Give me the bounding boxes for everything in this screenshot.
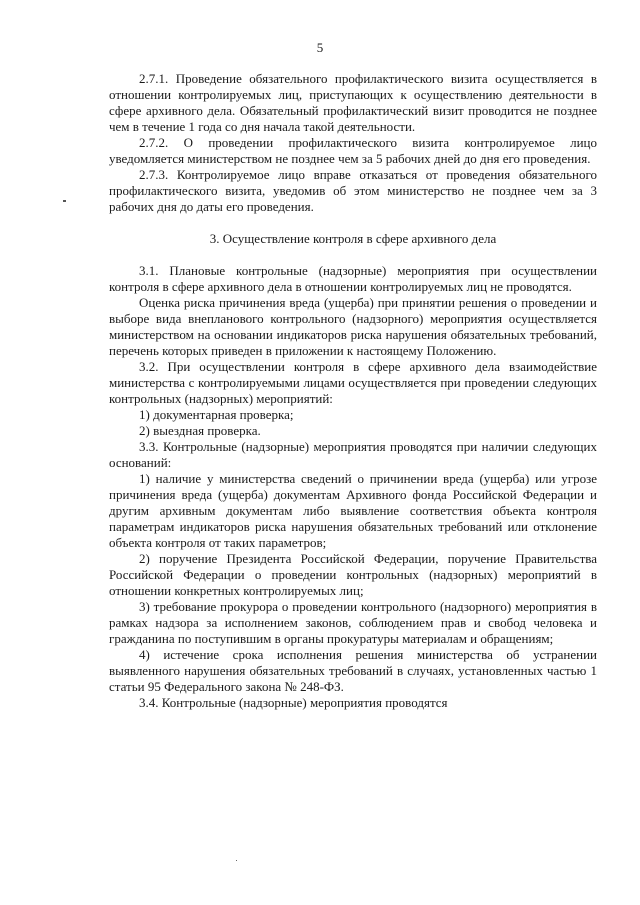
paragraph-3-1: 3.1. Плановые контрольные (надзорные) мероприятия при осуществлении контроля в сфере архивного дела в отношении контролируемых лиц не проводятся. [109,263,597,294]
document-body [109,71,597,711]
paragraph-3-3: 3.3. Контрольные (надзорные) мероприятия проводятся при наличии следующих оснований: [109,439,597,470]
list-item-ground-3: 3) требование прокурора о проведении контрольного (надзорного) мероприятия в рамках надзора за исполнением законов, соблюдением прав и свобод человека и гражданина по поступившим в органы прокуратуры материалам и обращениям; [109,599,597,646]
section-heading: 3. Осуществление контроля в сфере архивного дела [209,231,497,246]
scan-speck [236,860,237,861]
list-item-ground-1: 1) наличие у министерства сведений о причинении вреда (ущерба) или угрозе причинения вреда (ущерба) документам Архивного фонда Российской Федерации и другим архивным документам либо выявление соответствия объекта контроля параметрам индикаторов риска нарушения обязательных требований или отклонение объекта контроля от таких параметров; [109,471,597,550]
list-item-ground-4: 4) истечение срока исполнения решения министерства об устранении выявленного нарушения обязательных требований в случаях, установленных частью 1 статьи 95 Федерального закона № 248-ФЗ. [109,647,597,694]
paragraph-3-2: 3.2. При осуществлении контроля в сфере архивного дела взаимодействие министерства с контролируемыми лицами осуществляется при проведении следующих контрольных (надзорных) мероприятий: [109,359,597,406]
paragraph-3-4: 3.4. Контрольные (надзорные) мероприятия проводятся [139,695,448,710]
paragraph-2-7-2: 2.7.2. О проведении профилактического визита контролируемое лицо уведомляется министерством не позднее чем за 5 рабочих дней до дня его проведения. [109,135,597,166]
list-item-documentary-check: 1) документарная проверка; [139,407,294,422]
paragraph-3-1-risk: Оценка риска причинения вреда (ущерба) при принятии решения о проведении и выборе вида внепланового контрольного (надзорного) мероприятия осуществляется министерством на основании индикаторов риска нарушения обязательных требований, перечень которых приведен в приложении к настоящему Положению. [109,295,597,358]
list-item-onsite-check: 2) выездная проверка. [139,423,261,438]
margin-mark [63,200,66,202]
list-item-ground-2: 2) поручение Президента Российской Федерации, поручение Правительства Российской Федерации о проведении контрольных (надзорных) мероприятий в отношении конкретных контролируемых лиц; [109,551,597,598]
paragraph-2-7-3: 2.7.3. Контролируемое лицо вправе отказаться от проведения обязательного профилактического визита, уведомив об этом министерство не позднее чем за 3 рабочих дня до даты его проведения. [109,167,597,214]
paragraph-2-7-1: 2.7.1. Проведение обязательного профилактического визита осуществляется в отношении контролируемых лиц, приступающих к осуществлению деятельности в сфере архивного дела. Обязательный профилактический визит проводится не позднее чем в течение 1 года со дня начала такой деятельности. [109,71,597,134]
page-number: 5 [316,40,324,55]
